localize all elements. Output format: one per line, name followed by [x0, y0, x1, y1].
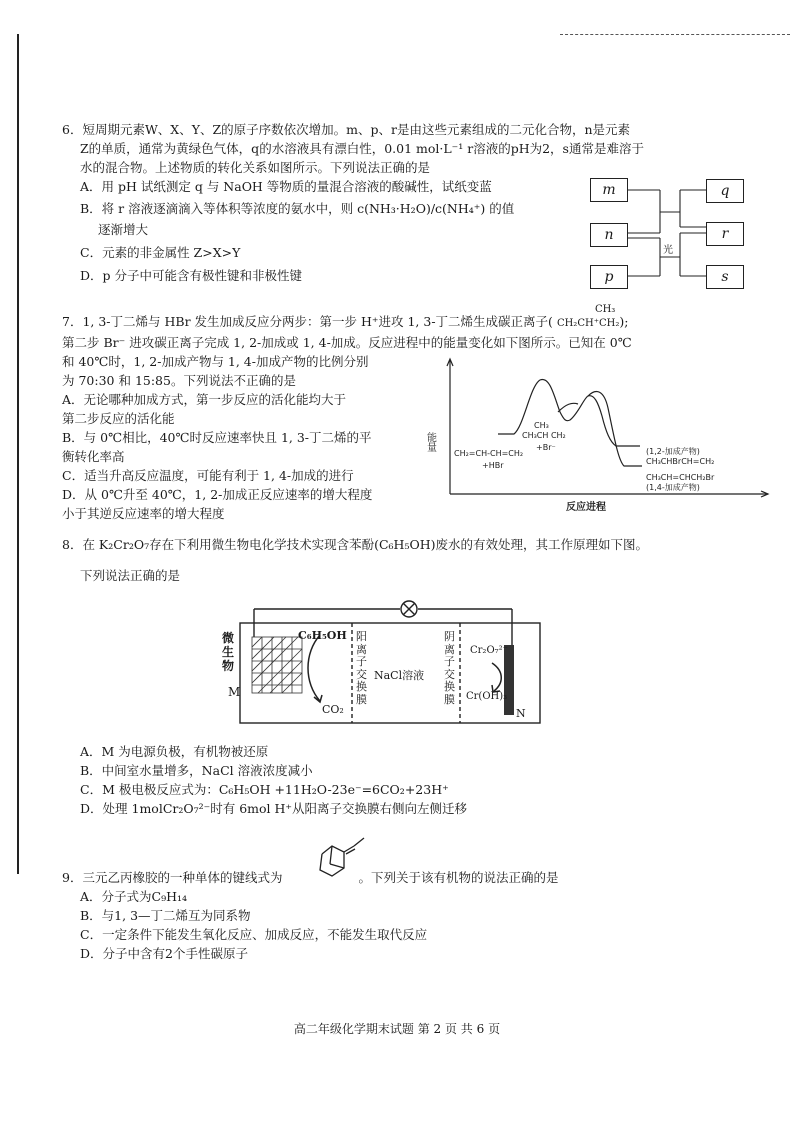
p12-label: CH₃CHBrCH=CH₂ [646, 457, 715, 466]
q9-option-c: C．一定条件下能发生氧化反应、加成反应，不能发生取代反应 [80, 927, 428, 942]
box-s: s [706, 265, 744, 289]
co2-label: CO₂ [322, 703, 344, 716]
y-axis-label: 能量 [424, 432, 436, 452]
q8-option-c: C．M 极电极反应式为：C₆H₅OH +11H₂O-23e⁻=6CO₂+23H⁺ [80, 782, 449, 797]
q6-stem-line-2: Z的单质，通常为黄绿色气体，q的水溶液具有漂白性，0.01 mol·L⁻¹ r溶液的pH为2，s通常是难溶于 [80, 141, 644, 156]
q7-option-b: B．与 0℃相比，40℃时反应速率快且 1, 3-丁二烯的平 [62, 430, 372, 445]
q9-stem-b: 。下列关于该有机物的说法正确的是 [358, 870, 559, 885]
q8-option-d: D．处理 1molCr₂O₇²⁻时有 6mol H⁺从阳离子交换膜右侧向左侧迁移 [80, 801, 468, 816]
q6-option-b: B．将 r 溶液逐滴滴入等体积等浓度的氨水中，则 c(NH₃·H₂O)/c(NH₄⁺) 的值 [80, 201, 515, 216]
q6-option-d: D．p 分子中可能含有极性键和非极性键 [80, 268, 302, 283]
box-r: r [706, 222, 744, 246]
q9-option-b: B．与1, 3—丁二烯互为同系物 [80, 908, 251, 923]
q7-stem-line-1 [62, 304, 792, 333]
chromium-hydroxide-label: Cr(OH)₃ [466, 691, 508, 702]
box-n: n [590, 223, 628, 247]
q9-option-a: A．分子式为C₉H₁₄ [80, 889, 188, 904]
q7-stem-line-4: 为 70:30 和 15:85。下列说法不正确的是 [62, 373, 296, 388]
reactant-hbr-label: +HBr [482, 461, 504, 470]
intermediate-top-label: CH₃ [534, 421, 549, 430]
reactant-label: CH₂=CH-CH=CH₂ [454, 449, 524, 458]
q8-option-b: B．中间室水量增多，NaCl 溶液浓度减小 [80, 763, 313, 778]
q9-stem [62, 868, 792, 887]
cation-membrane-label: 阳离子交换膜 [356, 630, 367, 706]
intermediate-br-label: +Br⁻ [536, 443, 556, 452]
q7-option-b-cont: 衡转化率高 [62, 449, 125, 464]
energy-curve [498, 379, 640, 446]
top-dashed-line [560, 34, 790, 35]
microbe-label: 微生物 [222, 631, 235, 673]
q6-option-c: C．元素的非金属性 Z>X>Y [80, 245, 241, 260]
q7-cation-formula [556, 304, 620, 333]
q8-cell-diagram [222, 597, 552, 732]
q7-option-d: D．从 0℃升至 40℃，1, 2-加成正反应速率的增大程度 [62, 487, 373, 502]
q8-cell-svg [222, 597, 552, 732]
q7-option-c: C．适当升高反应温度，可能有利于 1, 4-加成的进行 [62, 468, 354, 483]
p14-note: (1,4-加成产物) [646, 483, 700, 492]
box-p: p [590, 265, 628, 289]
dichromate-label: Cr₂O₇²⁻ [470, 645, 508, 656]
q6-option-b-cont: 逐渐增大 [98, 222, 149, 237]
nacl-label: NaCl溶液 [374, 669, 425, 682]
q7-cation-top: CH₃ [594, 304, 616, 315]
x-axis-label: 反应进程 [566, 502, 606, 513]
q8-stem-line-2: 下列说法正确的是 [80, 568, 181, 583]
question-9 [62, 868, 792, 963]
q6-transformation-diagram [590, 178, 750, 288]
phenol-label: C₆H₅OH [298, 629, 347, 642]
electrode-n-label: N [516, 707, 526, 720]
q7-stem-line-1-text: 7．1, 3-丁二烯与 HBr 发生加成反应分两步：第一步 H⁺进攻 1, 3-丁二烯生成碳正离子( [62, 314, 553, 329]
q6-light-condition: 光 [663, 245, 673, 256]
q7-option-a: A．无论哪种加成方式，第一步反应的活化能均大于 [62, 392, 347, 407]
q7-option-a-cont: 第二步反应的活化能 [62, 411, 175, 426]
q6-stem-line-3: 水的混合物。上述物质的转化关系如图所示。下列说法正确的是 [80, 160, 431, 175]
q7-stem-line-3: 和 40℃时，1, 2-加成产物与 1, 4-加成产物的比例分别 [62, 354, 369, 369]
q9-option-d: D．分子中含有2个手性碳原子 [80, 946, 248, 961]
box-m: m [590, 178, 628, 202]
electrode-m-label: M [228, 685, 241, 699]
q8-stem-line-1: 8．在 K₂Cr₂O₇存在下利用微生物电化学技术实现含苯酚(C₆H₅OH)废水的有效处理，其工作原理如下图。 [62, 537, 648, 552]
page-footer: 高二年级化学期末试题 第 2 页 共 6 页 [293, 1022, 501, 1036]
box-q: q [706, 179, 744, 203]
q6-stem-line-1: 6．短周期元素W、X、Y、Z的原子序数依次增加。m、p、r是由这些元素组成的二元化合物，n是元素 [62, 122, 631, 137]
q8-option-a: A．M 为电源负极，有机物被还原 [80, 744, 269, 759]
energy-curve-14 [588, 392, 642, 466]
p12-note: (1,2-加成产物) [646, 447, 700, 456]
q6-option-a: A．用 pH 试纸测定 q 与 NaOH 等物质的量混合溶液的酸碱性，试纸变蓝 [80, 179, 492, 194]
q9-stem-a: 9．三元乙丙橡胶的一种单体的键线式为 [62, 870, 283, 885]
q8-options [80, 742, 790, 818]
q7-close-paren: ); [619, 314, 629, 329]
q7-stem-line-2: 第二步 Br⁻ 进攻碳正离子完成 1, 2-加成或 1, 4-加成。反应进程中的能量变化如下图所示。已知在 0℃ [62, 335, 632, 350]
p14-label: CH₃CH=CHCH₂Br [646, 473, 715, 482]
q7-cation-main: CH₂CH⁺CH₂ [556, 318, 620, 329]
q9-skeletal-structure [308, 832, 368, 886]
anion-membrane-label: 阴离子交换膜 [444, 630, 455, 706]
q7-option-d-cont: 小于其逆反应速率的增大程度 [62, 506, 225, 521]
binding-margin-line [17, 34, 19, 874]
q7-energy-profile-graph [424, 356, 792, 516]
question-8 [62, 535, 792, 585]
anode-mesh [252, 637, 302, 693]
intermediate-label: CH₃CH CH₂ [522, 431, 566, 440]
